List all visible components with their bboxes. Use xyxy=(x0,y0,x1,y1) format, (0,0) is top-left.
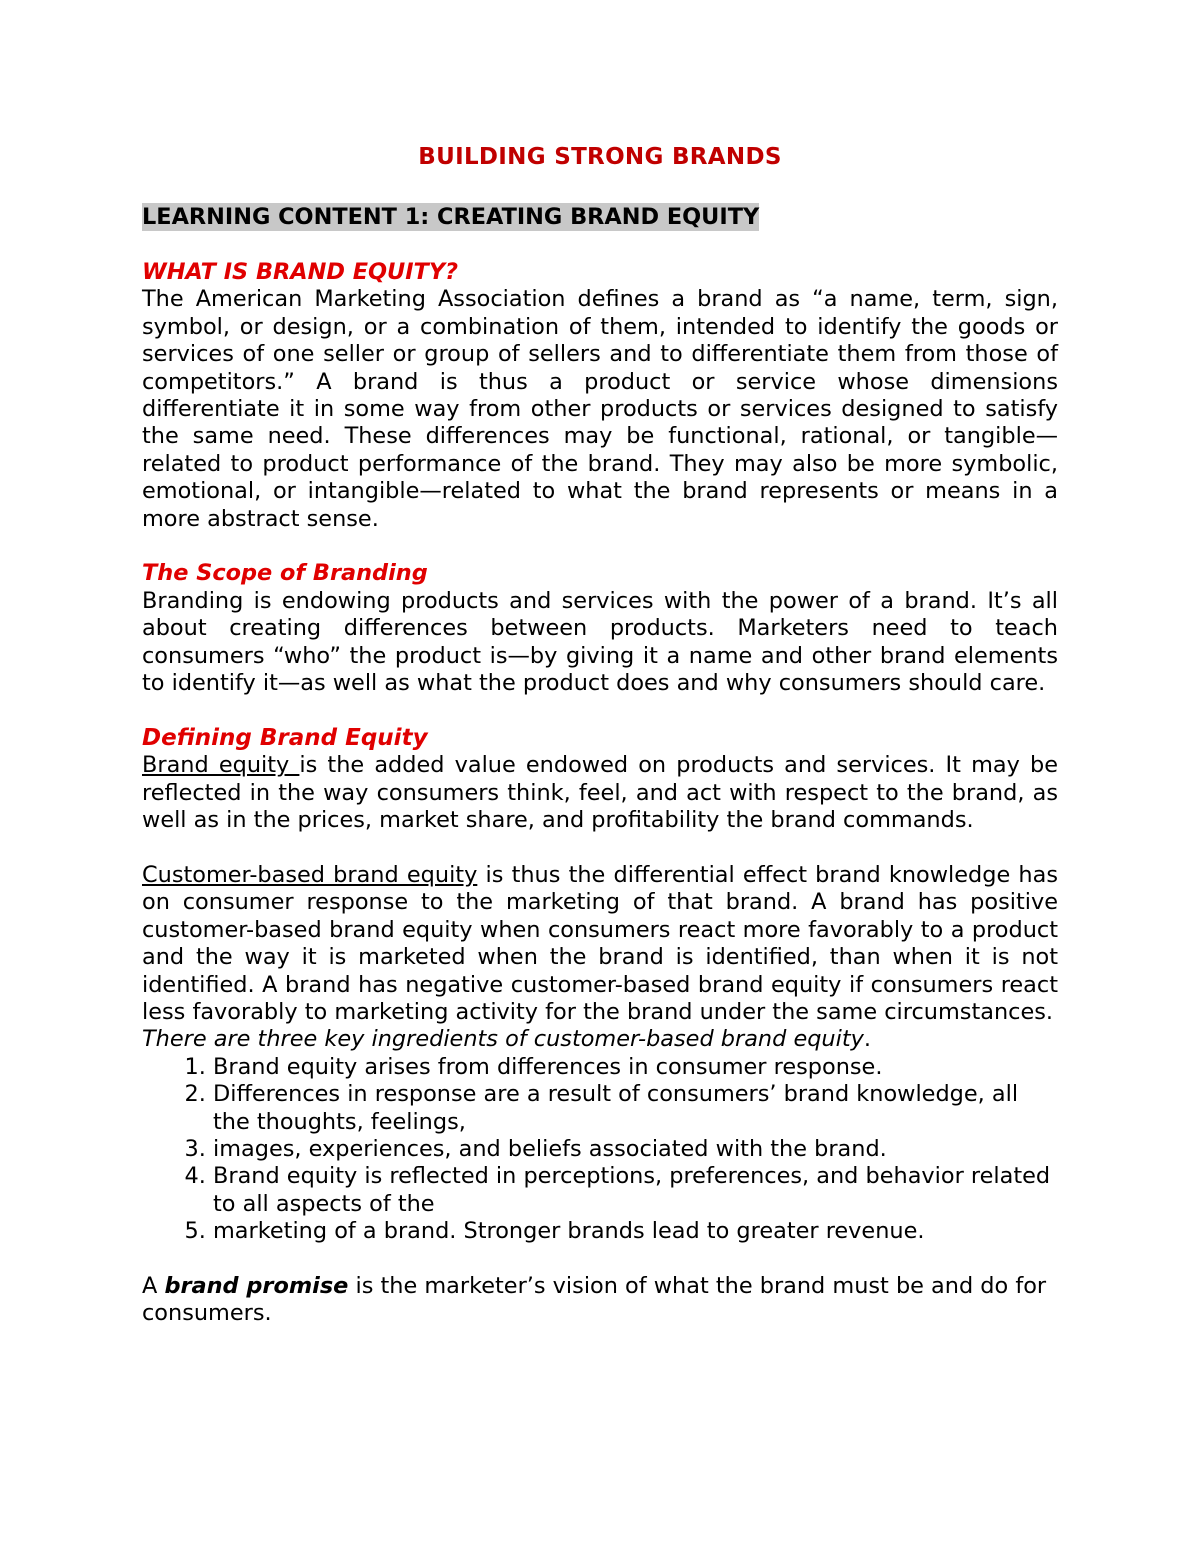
brand-promise-term: brand promise xyxy=(164,1272,349,1299)
list-item: 1. Brand equity arises from differences in consumer response. xyxy=(213,1054,1058,1081)
list-item: 3. images, experiences, and beliefs associated with the brand. xyxy=(213,1136,1058,1163)
ingredients-intro-text: There are three key ingredients of customer-based brand equity xyxy=(142,1026,864,1053)
brand-equity-definition-text: is the added value endowed on products and services. It may be reflected in the way consumers think, feel, and act with respect to the brand, as well as in the prices, market share, and profitability the brand commands. xyxy=(142,752,1058,834)
customer-based-brand-equity-text: is thus the differential effect brand knowledge has on consumer response to the marketing of that brand. A brand has positive customer-based brand equity when consumers react more favorably to a product and the way it is marketed when the brand is identified, than when it is not identified. A brand has negative customer-based brand equity if consumers react less favorably to marketing activity for the brand under the same circumstances. xyxy=(142,861,1058,1025)
customer-based-brand-equity-definition xyxy=(142,862,1058,1026)
section-body-what-is-brand-equity: The American Marketing Association defines a brand as “a name, term, sign, symbol, or design, or a combination of them, intended to identify the goods or services of one seller or group of sellers and to differentiate them from those of competitors.” A brand is thus a product or service whose dimensions differentiate it in some way from other products or services designed to satisfy the same need. These differences may be functional, rational, or tangible—related to product performance of the brand. They may also be more symbolic, emotional, or intangible—related to what the brand represents or means in a more abstract sense. xyxy=(142,286,1058,532)
document-title: BUILDING STRONG BRANDS xyxy=(418,144,782,170)
brand-promise-text: is the marketer’s vision of what the brand must be and do for consumers. xyxy=(142,1272,1047,1327)
list-item: 2. Differences in response are a result of consumers’ brand knowledge, all the thoughts, feelings, xyxy=(213,1081,1058,1136)
ingredients-intro xyxy=(142,1026,1058,1053)
brand-promise-paragraph xyxy=(142,1273,1058,1328)
brand-equity-definition xyxy=(142,752,1058,834)
customer-based-brand-equity-term: Customer-based brand equity xyxy=(142,861,478,888)
paragraph-spacer xyxy=(142,697,1058,724)
learning-content-heading: LEARNING CONTENT 1: CREATING BRAND EQUITY xyxy=(142,204,760,230)
document-page xyxy=(142,140,1058,1328)
list-item: 5. marketing of a brand. Stronger brands lead to greater revenue. xyxy=(213,1218,1058,1245)
brand-promise-prefix: A xyxy=(142,1272,165,1299)
list-item: 4. Brand equity is reflected in perceptions, preferences, and behavior related to all aspects of the xyxy=(213,1163,1058,1218)
ingredients-intro-period: . xyxy=(863,1026,871,1053)
ingredients-list xyxy=(142,1054,1058,1246)
section-heading-defining-brand-equity: Defining Brand Equity xyxy=(142,724,428,751)
section-heading-scope-of-branding: The Scope of Branding xyxy=(142,560,428,587)
brand-equity-term: Brand equity xyxy=(142,752,300,779)
paragraph-spacer xyxy=(142,1246,1058,1273)
paragraph-spacer xyxy=(142,835,1058,862)
paragraph-spacer xyxy=(142,533,1058,560)
section-heading-what-is-brand-equity: WHAT IS BRAND EQUITY? xyxy=(142,259,459,285)
section-body-scope-of-branding: Branding is endowing products and services with the power of a brand. It’s all about creating differences between products. Marketers need to teach consumers “who” the product is—by giving it a name and other brand elements to identify it—as well as what the product does and why consumers should care. xyxy=(142,587,1058,697)
